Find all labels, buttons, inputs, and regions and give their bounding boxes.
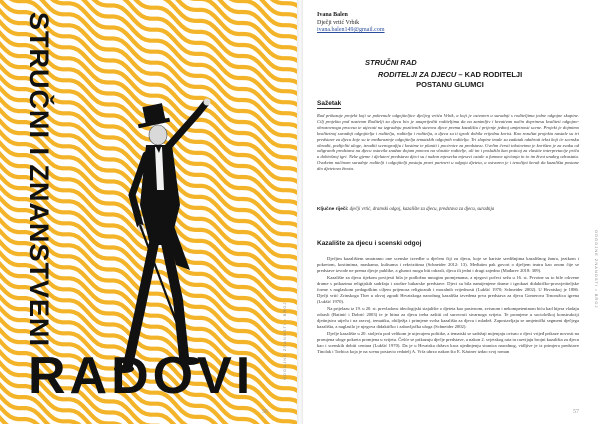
page-number-right: 57	[573, 409, 579, 415]
article-title-italic: RODITELJI ZA DJECU	[377, 70, 457, 79]
journal-side-strip-right: ODGOJNE ZNANOSTI • BROJ	[594, 230, 599, 309]
body-paragraph: Na prijelazu iz 19. u 20. st. prevladavu ideologijski stajalište o djeteta kao pasivnom, zvisnom i nekompetentnom biću kad hijera vladaju odrasli (Batinić i Dobrić 2003) te je bitna za djecu treba zaštiti od surovosti stvarnoga svijeta. Te promjene u sociološkoj konstrukciji djetinjstva utječu i na razvoj, tematiku, obilježja i primjene svrha kazališta za djecu i mladež. Zapostavljaju se umjetnički segment dječjega kazališta, a naglasilo je njegova didaktičko i zabavljačka uloga (Schneider 2002).	[317, 306, 579, 329]
keywords-label: Ključne riječi:	[317, 207, 349, 212]
author-email-link[interactable]: ivana.balen149@gmail.com	[317, 27, 385, 33]
vertical-section-title: STRUČNI I ZNANSTVENI	[24, 12, 54, 348]
article-type-label: STRUČNI RAD	[365, 58, 417, 67]
body-paragraph: Kazalište za djecu tijekom povijesti bila je podložno mnogim promjenama, a njegovi počeci sežu u 16. st. Prvotne su to bile crkvene drame s prikazima religijskih sadržaja i zaoštre lutkarske predstave. Djeci su bila namijenjene drame i igrokazi didaktičko-prosvjetiteljske forme s naglaskom pedagoškim ciljem prijenosa religioznih i moralnih vrijednosti (Lukšić 1970; Schneider 2002). U Hrvatskoj je 1886. Dječji vrtić Zrinskoga Ther u okvoj zgradi Hrvatskoga narodnog kazališta izvedena prva predstava za djecu Gomerova Trnoružica igrena (Lukšić 1970).	[317, 275, 579, 304]
keywords-values: dječji vrtić, dramski odgoj, kazalište za djecu, predstava za djecu, suradnja	[348, 207, 495, 212]
left-page	[0, 0, 297, 424]
body-text	[317, 256, 579, 356]
author-school: Dječji vrtić Vrbik	[317, 19, 360, 26]
journal-side-strip: ODGOJNE ZNANOSTI • BROJ	[282, 301, 287, 380]
abstract-text: Rad prikazuje projekt koji se pokrenule odgojiteljice dječjeg vrtića Vrbik, a koji je ostvaren u suradnji s roditeljima jedne odgojne skupine. Cilj projekta pod nazivom Roditelji za djecu bio je unaprijediti roditeljima da na zanimljiv i kreativan način doprinesu kvaliteti odgojno-obrazovnoga procesa te utjecati na izgradnju pozitivnih stavova djece prema kazalištu i prijenje jednoj umjetnosti scene. Projekt je dojmimo kvalitetnoj suradnji odgojitelja i roditelja, roditelja i roditelja, a djeca su ti igrali dobila vrijednu korist. Kao rezultat projekta nastale su tri predstave za djecu koje su te međurazinje odgojitelja tematskih odgojnih roditelja. Tri slapine imale su zadatak odabrati tekst koji će scensku obradit, podijeliti uloge, izraditi scenografiju i kostime te planiti i pocirnice za predstavu. Uvelim čvrsti tekstovima je korišten je za svaku od odigranih predstava na djecu ostavila snažan dojam ponova na vlastite roditelje, ali im i poslužila kao poticaj za vlastite interpretacije priča u dobiošnoj igri. Neke gjeme i djeluteri predstava djeci su i nakon mjesecka mjeseci ostale u fumone ujećanja in to im život unakrg odrastatu. Ovakvim načinom suradnje roditelji i odgojitelji postaju pravi partneri u odgoju djeteta, a ostvaren je i tenolijni kerak da kazališta postane dio djetetova života.	[317, 113, 579, 172]
keywords-line	[317, 207, 579, 213]
article-title-rest: – KAD RODITELJI POSTANU GLUMCI	[416, 70, 523, 89]
abstract-heading: Sažetak	[317, 100, 342, 107]
dancer-photo	[110, 95, 230, 385]
section-heading: Kazalište za djecu i scenski odgoj	[317, 240, 422, 247]
author-block	[317, 12, 385, 35]
article-title	[365, 70, 535, 89]
right-page	[303, 0, 600, 424]
big-section-title: RADOVI	[28, 347, 255, 405]
page-number-left: 56	[262, 409, 268, 415]
author-name: Ivana Balen	[317, 12, 348, 18]
body-paragraph: Dječjim kazalištem smatramo one scenske izvedbe u dječem čiji zu djecu, koje se kariste središnjima kazališnog žanra, jezikom i pokretom, kostimima, maskama, kulisama i rekvizitima (Schneider 2012: 13). Međutim pak govori o dječjem teatru kao onom čije se predstave izvode ne prema djecje publike, a glumci mogu biti odrasli, djeca ili jedni i drugi zajedno (Mađarev 2018: 309).	[317, 256, 579, 273]
body-paragraph: Dječje kazalište u 20. stoljeću pod velikom je utjecajem politike, a tematski se sadržaji mijenjaju ovisno o djeci vrijeđ prikaze novosti na promjena uloge pokreta promjena u svijetu. Češće se prikazuju dječje predstave, a nakon 2. svjetskog rata tu razvijaju brojni kazališta za djecu kao i scenskih dobiti centara (Lukšić 1970). Da je u Hrvatska država kroz ujedinjenju stranica narodnog, vidljive je iz primjera predstave Tinolak i Torbica koja je na scenu postavio redatelj A. Vrfa ubrzo nakon što E. Kästner izdao svoj roman	[317, 331, 580, 354]
